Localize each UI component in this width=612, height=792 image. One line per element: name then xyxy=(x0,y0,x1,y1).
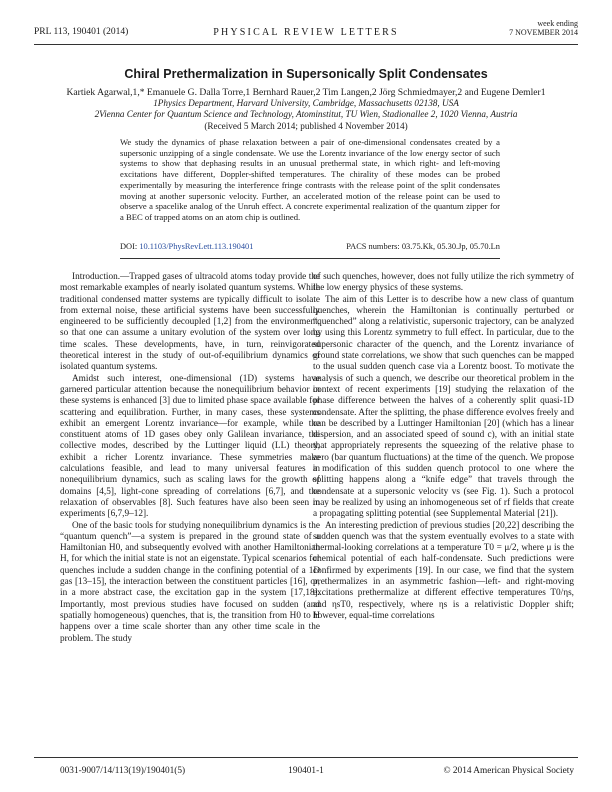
issue-date xyxy=(509,19,578,37)
footer-rule xyxy=(34,757,578,758)
right-column xyxy=(313,272,574,622)
article-code: 0031-9007/14/113(19)/190401(5) xyxy=(60,766,186,776)
pacs-numbers: PACS numbers: 03.75.Kk, 05.30.Jp, 05.70.Ln xyxy=(346,242,500,251)
affiliation-1: 1Physics Department, Harvard University, Cambridge, Massachusetts 02138, USA xyxy=(153,98,459,108)
paragraph: Introduction.—Trapped gases of ultracold atoms today provide the most remarkable examples of nearly isolated quantum systems. While traditional condensed matter systems are typically difficult to isolate from external noise, these artificial systems have been successfully engineered to be sufficiently decoupled [1,2] from the environment, so that one can assume a unitary evolution of the system over long time scales. These developments, have, in turn, reinvigorated theoretical interest in the study of out-of-equilibrium dynamics of isolated quantum systems. xyxy=(60,272,320,373)
affiliation-2: 2Vienna Center for Quantum Science and Technology, Atominstitut, TU Wien, Stadionallee 2, 1020 Vienna, Austria xyxy=(94,109,518,119)
running-header xyxy=(34,14,578,44)
journal-name: PHYSICAL REVIEW LETTERS xyxy=(213,27,399,38)
paragraph: The aim of this Letter is to describe how a new class of quantum quenches, wherein the Hamiltonian is continually perturbed or “quenched” along a relativistic, supersonic trajectory, can be analyzed by using this Lorentz symmetry to full effect. In particular, due to the supersonic character of the quench, and the Lorentz invariance of ground state correlations, we show that such quenches can be mapped to the usual sudden quench case via a Lorentz boost. To motivate the analysis of such a quench, we describe our theoretical problem in the context of recent experiments [19] studying the relaxation of the phase difference between the halves of a coherently split quasi-1D condensate. After the splitting, the phase difference evolves freely and can be described by a Luttinger Hamiltonian [20] (which has a linear dispersion, and an associated speed of sound c), with an initial state that appropriately represents the squeezing of the relative phase to zero (bar quantum fluctuations) at the time of the quench. We propose a modification of this sudden quench protocol to one where the splitting happens along a “knife edge” that travels through the condensate at a supersonic velocity vs (see Fig. 1). Such a protocol may be realized by using an inhomogeneous set of rf fields that create a propagating splitting potential (see Supplemental Material [21]). xyxy=(313,294,574,520)
article-title: Chiral Prethermalization in Supersonically Split Condensates xyxy=(124,67,488,81)
page-number: 190401-1 xyxy=(288,766,324,776)
week-label: week ending xyxy=(537,19,578,28)
journal-reference: PRL 113, 190401 (2014) xyxy=(34,27,129,37)
doi-link[interactable]: 10.1103/PhysRevLett.113.190401 xyxy=(139,242,254,251)
abstract-rule xyxy=(120,258,500,259)
received-dates: (Received 5 March 2014; published 4 November 2014) xyxy=(204,121,408,131)
paragraph: An interesting prediction of previous studies [20,22] describing the sudden quench was that the system eventually evolves to a state with thermal-looking correlations at a temperature T0 = μ/2, where μ is the chemical potential of each half-condensate. Such predictions were confirmed by experiments [19]. In our case, we find that the system prethermalizes in an asymmetric fashion—left- and right-moving excitations prethermalize at different effective temperatures T0/ηs, and ηsT0, respectively, where ηs is a relativistic Doppler shift; however, equal-time correlations xyxy=(313,520,574,621)
doi-label: DOI: xyxy=(120,242,138,251)
paragraph: One of the basic tools for studying nonequilibrium dynamics is the “quantum quench”—a system is prepared in the ground state of a Hamiltonian H0, and subsequently evolved with another Hamiltonian H, for which the initial state is not an eigenstate. Typical scenarios for quenches include a sudden change in the confining potential of a 1D gas [13–15], the interaction between the constituent particles [16], or, in a more abstract case, the excitation gap in the system [17,18]. Importantly, most previous studies have focused on sudden (and spatially homogeneous) quenches, that is, the transition from H0 to H happens over a time scale shorter than any other time scale in the problem. The study xyxy=(60,520,320,644)
doi-line xyxy=(120,242,253,251)
paragraph: Amidst such interest, one-dimensional (1D) systems have garnered particular attention because the nonequilibrium behavior in these systems is enhanced [3] due to limited phase space available for scattering and equilibration. Further, in many cases, these systems exhibit an emergent Lorentz invariance—for example, while the constituent atoms of 1D gases obey only Galilean invariance, the collective modes, described by the Luttinger liquid (LL) theory, exhibit a richer Lorentz invariance. These symmetries make calculations feasible, and lead to many universal features in nonequilibrium dynamics, such as scaling laws for the growth of domains [4,5], light-cone spreading of correlations [6,7], and the relaxation of observables [8]. Such features have also been seen in experiments [6,7,9–12]. xyxy=(60,373,320,520)
left-column xyxy=(60,272,320,645)
abstract: We study the dynamics of phase relaxation between a pair of one-dimensional condensates created by a supersonic unzipping of a single condensate. We use the Lorentz invariance of the low energy sector of such systems to show that dephasing results in an unusual prethermal state, in which right- and left-moving excitations have different, Doppler-shifted temperatures. The chirality of these modes can be probed experimentally by measuring the interference fringe contrasts with the release point of the split condensates moving at another supersonic velocity. Further, an accelerated motion of the release point can be used to observe a spacelike analog of the Unruh effect. A concrete experimental realization of the quantum zipper for a BEC of trapped atoms on an atom chip is outlined. xyxy=(120,137,500,222)
header-rule xyxy=(34,44,578,45)
copyright: © 2014 American Physical Society xyxy=(443,766,574,776)
author-list: Kartiek Agarwal,1,* Emanuele G. Dalla Torre,1 Bernhard Rauer,2 Tim Langen,2 Jörg Schmiedmayer,2 and Eugene Demler1 xyxy=(66,87,546,98)
paragraph: of such quenches, however, does not fully utilize the rich symmetry of the low energy physics of these systems. xyxy=(313,272,574,294)
week-date: 7 NOVEMBER 2014 xyxy=(509,28,578,37)
